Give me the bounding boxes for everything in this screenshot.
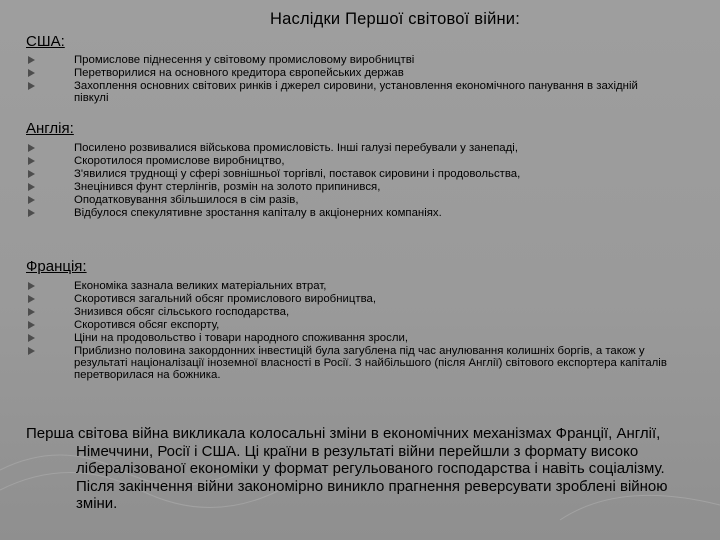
triangle-bullet-icon	[28, 347, 35, 355]
triangle-bullet-icon	[28, 144, 35, 152]
triangle-bullet-icon	[28, 170, 35, 178]
section-heading-usa: США:	[26, 33, 65, 50]
summary-paragraph: Перша світова війна викликала колосальні зміни в економічних механізмах Франції, Англії, Німеччини, Росії і США. Ці країни в результаті війни перейшли з формату високо лібералізованої економіки у формат регульованого господарства і навіть соціалізму. Після закінчення війни закономірно виникло прагнення реверсувати зроблені війною зміни.	[26, 425, 668, 512]
section-heading-england: Англія:	[26, 120, 74, 137]
list-item: Економіка зазнала великих матеріальних втрат,	[0, 280, 720, 292]
usa-list	[0, 54, 720, 105]
list-item: Скоротилося промислове виробництво,	[0, 155, 720, 167]
list-item: Перетворилися на основного кредитора європейських держав	[0, 67, 720, 79]
triangle-bullet-icon	[28, 295, 35, 303]
triangle-bullet-icon	[28, 157, 35, 165]
list-item: Знизився обсяг сільського господарства,	[0, 306, 720, 318]
list-item: З'явилися труднощі у сфері зовнішньої торгівлі, поставок сировини і продовольства,	[0, 168, 720, 180]
triangle-bullet-icon	[28, 321, 35, 329]
triangle-bullet-icon	[28, 56, 35, 64]
list-item: Посилено розвивалися військова промисловість. Інші галузі перебували у занепаді,	[0, 142, 720, 154]
list-item: Приблизно половина закордонних інвестицій була загублена під час анулювання колишніх боргів, а також у результаті націоналізації іноземної власності в Росії. З найбільшого (після Англії) світового експортера капіталів перетворилася на божника.	[0, 345, 720, 382]
list-item: Скоротився обсяг експорту,	[0, 319, 720, 331]
list-item: Промислове піднесення у світовому промисловому виробництві	[0, 54, 720, 66]
triangle-bullet-icon	[28, 282, 35, 290]
triangle-bullet-icon	[28, 196, 35, 204]
list-item: Ціни на продовольство і товари народного споживання зросли,	[0, 332, 720, 344]
page-title: Наслідки Першої світової війни:	[270, 10, 520, 28]
triangle-bullet-icon	[28, 334, 35, 342]
section-heading-france: Франція:	[26, 258, 87, 275]
list-item: Відбулося спекулятивне зростання капіталу в акціонерних компаніях.	[0, 207, 720, 219]
list-item: Захоплення основних світових ринків і джерел сировини, установлення економічного панування в західній півкулі	[0, 80, 720, 105]
england-list	[0, 142, 720, 219]
triangle-bullet-icon	[28, 82, 35, 90]
list-item: Знецінився фунт стерлінгів, розмін на золото припинився,	[0, 181, 720, 193]
list-item: Оподатковування збільшилося в сім разів,	[0, 194, 720, 206]
triangle-bullet-icon	[28, 69, 35, 77]
triangle-bullet-icon	[28, 308, 35, 316]
triangle-bullet-icon	[28, 209, 35, 217]
list-item: Скоротився загальний обсяг промислового виробництва,	[0, 293, 720, 305]
france-list	[0, 280, 720, 382]
triangle-bullet-icon	[28, 183, 35, 191]
